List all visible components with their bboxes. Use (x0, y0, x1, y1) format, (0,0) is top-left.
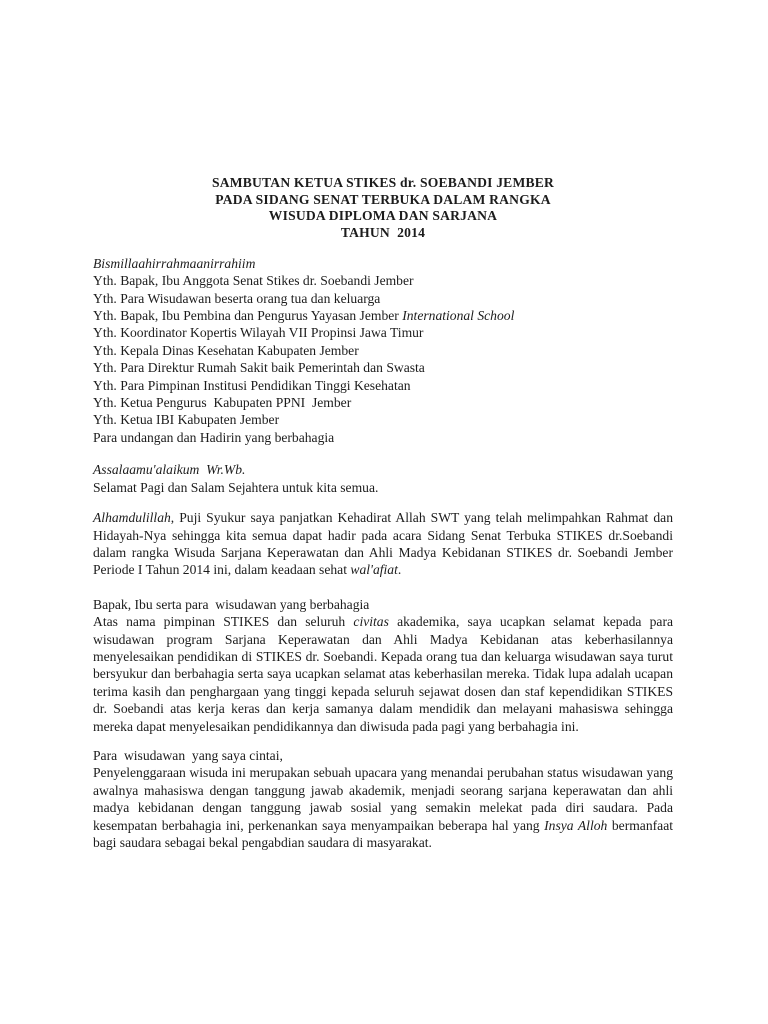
salutation-line (93, 377, 673, 394)
address-line-wisudawan: Bapak, Ibu serta para wisudawan yang berbahagia (93, 596, 370, 612)
islamic-greeting-line: Assalaamu'alaikum Wr.Wb. (93, 462, 246, 478)
salutation-line (93, 429, 673, 446)
title-line: PADA SIDANG SENAT TERBUKA DALAM RANGKA (215, 191, 551, 207)
text-run: Yth. Koordinator Kopertis Wilayah VII Propinsi Jawa Timur (93, 325, 424, 341)
text-run: Yth. Para Pimpinan Institusi Pendidikan Tinggi Kesehatan (93, 377, 411, 393)
paragraph-advice (93, 764, 673, 851)
title-line: SAMBUTAN KETUA STIKES dr. SOEBANDI JEMBER (211, 175, 555, 190)
title-line: WISUDA DIPLOMA DAN SARJANA (268, 208, 498, 224)
salutation-line (93, 272, 673, 289)
text-run: Yth. Para Wisudawan beserta orang tua dan keluarga (93, 290, 381, 306)
paragraph-congratulations (93, 613, 673, 735)
text-run: Yth. Kepala Dinas Kesehatan Kabupaten Jember (93, 342, 359, 358)
text-run: Atas nama pimpinan STIKES dan seluruh (93, 614, 354, 630)
italic-run: International School (402, 308, 515, 324)
advice-block (93, 747, 673, 851)
salutation-line (93, 342, 673, 359)
salutation-line (93, 411, 673, 428)
text-run: Yth. Bapak, Ibu Anggota Senat Stikes dr. Soebandi Jember (93, 273, 414, 289)
document-content (93, 175, 673, 851)
salutation-list (93, 272, 673, 446)
text-run: Penyelenggaraan wisuda ini merupakan sebuah upacara yang menandai perubahan status wisudawan yang awalnya mahasiswa dengan tanggung jawab akademik, menjadi seorang sarjana keperawatan dan ahli madya kebidanan dengan tanggung jawab sosial yang semakin melekat pada diri saudara. Pada kesempatan berbahagia ini, perkenankan saya menyampaikan beberapa hal yang (93, 765, 673, 833)
greeting-block (93, 461, 673, 496)
general-greeting-line: Selamat Pagi dan Salam Sejahtera untuk kita semua. (93, 479, 379, 495)
bismillah-line: Bismillaahirrahmaanirrahiim (93, 255, 256, 271)
salutation-line (93, 307, 673, 324)
text-run: . (397, 562, 402, 578)
italic-run: Insya Alloh (544, 817, 608, 833)
salutation-line (93, 394, 673, 411)
italic-run: wal'afiat (350, 562, 398, 578)
salutation-line (93, 324, 673, 341)
text-run: akademika, saya ucapkan selamat kepada para wisudawan program Sarjana Keperawatan dan Ahli Madya Kebidanan atas keberhasilannya menyelesaikan pendidikan di STIKES dr. Soebandi. Kepada orang tua dan keluarga wisudawan saya turut bersyukur dan berbahagia serta saya ucapkan selamat atas keberhasilan mereka. Tidak lupa adalah ucapan terima kasih dan penghargaan yang tinggi kepada seluruh sejawat dosen dan staf kependidikan STIKES dr. Soebandi atas kerja keras dan kerja samanya dalam mendidik dan melayani mahasiswa sehingga mereka dapat menyelesaikan pendidikannya dan diwisuda pada pagi yang berbahagia ini. (93, 614, 673, 734)
congratulations-block (93, 596, 673, 735)
title-line: TAHUN 2014 (340, 225, 426, 241)
paragraph-thanksgiving (93, 509, 673, 579)
text-run: Yth. Para Direktur Rumah Sakit baik Pemerintah dan Swasta (93, 360, 425, 376)
address-line-cintai: Para wisudawan yang saya cintai, (93, 747, 283, 763)
italic-run: civitas (353, 614, 389, 630)
salutation-line (93, 359, 673, 376)
text-run: Yth. Ketua IBI Kabupaten Jember (93, 412, 280, 428)
document-title (93, 175, 673, 242)
text-run: Yth. Bapak, Ibu Pembina dan Pengurus Yayasan Jember (93, 308, 403, 324)
text-run: Yth. Ketua Pengurus Kabupaten PPNI Jember (93, 395, 352, 411)
text-run: Para undangan dan Hadirin yang berbahagia (93, 429, 335, 445)
text-run: , Puji Syukur saya panjatkan Kehadirat Allah SWT yang telah melimpahkan Rahmat dan Hidayah-Nya sehingga kita semua dapat hadir pada acara Sidang Senat Terbuka STIKES dr.Soebandi dalam rangka Wisuda Sarjana Keperawatan dan Ahli Madya Kebidanan STIKES dr. Soebandi Jember Periode I Tahun 2014 ini, dalam keadaan sehat (93, 510, 673, 578)
opening-block (93, 255, 673, 446)
salutation-line (93, 290, 673, 307)
text-run: bermanfaat bagi saudara sebagai bekal pengabdian saudara di masyarakat. (93, 817, 673, 850)
italic-run: Alhamdulillah (93, 510, 171, 526)
